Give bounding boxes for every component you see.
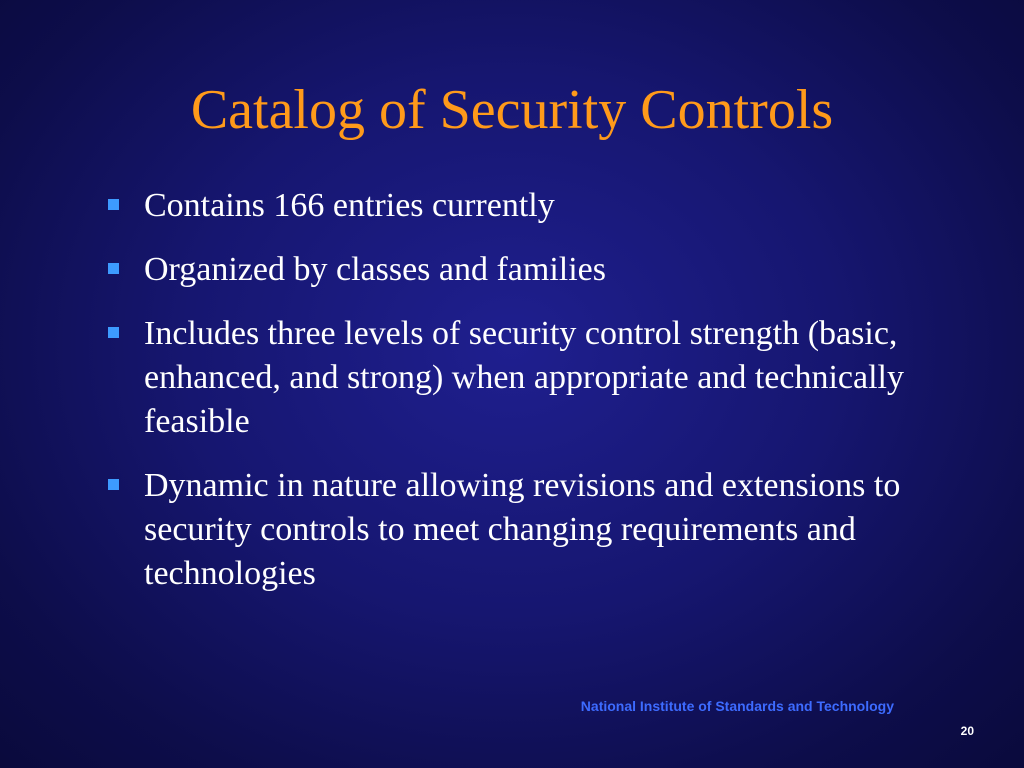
page-number: 20 bbox=[960, 724, 974, 738]
bullet-text: Contains 166 entries currently bbox=[144, 187, 555, 224]
square-bullet-icon bbox=[108, 199, 119, 210]
footer-organization: National Institute of Standards and Technology bbox=[580, 698, 894, 714]
bullet-item bbox=[104, 184, 924, 228]
bullet-item bbox=[104, 464, 924, 596]
bullet-list bbox=[104, 184, 924, 616]
bullet-item bbox=[104, 248, 924, 292]
square-bullet-icon bbox=[108, 479, 119, 490]
bullet-item bbox=[104, 312, 924, 444]
bullet-text: Dynamic in nature allowing revisions and extensions to security controls to meet changing requirements and technologies bbox=[144, 467, 901, 592]
bullet-text: Includes three levels of security control strength (basic, enhanced, and strong) when appropriate and technically feasible bbox=[144, 315, 904, 440]
square-bullet-icon bbox=[108, 263, 119, 274]
slide-title: Catalog of Security Controls bbox=[190, 79, 834, 141]
bullet-text: Organized by classes and families bbox=[144, 251, 607, 288]
square-bullet-icon bbox=[108, 327, 119, 338]
